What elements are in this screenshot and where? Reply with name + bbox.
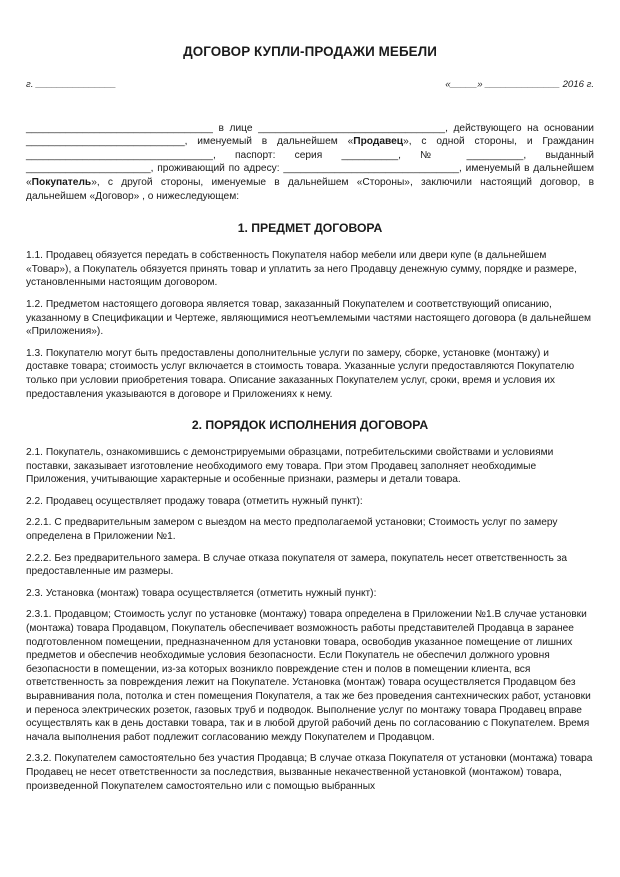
clause-2-1: 2.1. Покупатель, ознакомившись с демонстрируемыми образцами, потребительскими свойствами и условиями поставки, заказывает изготовление необходимого ему товара. При этом Продавец заполняет необходимые Приложения, учитывающие характерные и особенные признаки, размеры и детали товара. xyxy=(26,447,554,486)
preamble xyxy=(26,122,594,204)
buyer-label: Покупатель xyxy=(31,176,92,188)
section-heading-2: 2. ПОРЯДОК ИСПОЛНЕНИЯ ДОГОВОРА xyxy=(191,418,429,433)
section-heading-1: 1. ПРЕДМЕТ ДОГОВОРА xyxy=(237,221,383,236)
clause-2-2-2: 2.2.2. Без предварительного замера. В случае отказа покупателя от замера, покупатель несет ответственность за предоставленные им размеры. xyxy=(26,552,568,578)
document-title: ДОГОВОР КУПЛИ-ПРОДАЖИ МЕБЕЛИ xyxy=(183,44,437,59)
preamble-text-1: _________________________________ в лице _________________________________, действующего на основании ____________________________, именуемый в дальнейшем « xyxy=(26,122,594,148)
clause-2-3-2: 2.3.2. Покупателем самостоятельно без участия Продавца; В случае отказа Покупателя от установки (монтажа) товара Продавец не несет ответственности за последствия, вызванные некачественной установкой (монтажом) товара, произведенной Покупателем самостоятельно или с помощью выбранных xyxy=(26,753,593,792)
clause-1-3: 1.3. Покупателю могут быть предоставлены дополнительные услуги по замеру, сборке, установке (монтажу) и доставке товара; стоимость услуг включается в стоимость товара. Указанные услуги предоставляются Покупателю только при условии приобретения товара. Описание заказанных Покупателем услуг, сроки, время и условия их предоставления указываются в договоре и Приложениях к нему. xyxy=(26,347,575,400)
clause-1-1: 1.1. Продавец обязуется передать в собственность Покупателя набор мебели или двери купе (в дальнейшем «Товар»), а Покупатель обязуется принять товар и уплатить за него Продавцу денежную сумму, порядке и размере, установленными настоящим договором. xyxy=(26,250,577,289)
date-field: «_____» ______________ 2016 г. xyxy=(445,79,594,90)
clause-2-3: 2.3. Установка (монтаж) товара осуществляется (отметить нужный пункт): xyxy=(26,587,377,599)
preamble-text-3: », с другой стороны, именуемые в дальнейшем «Стороны», заключили настоящий договор, в дальнейшем «Договор» , о нижеследующем: xyxy=(26,176,594,202)
clause-1-2: 1.2. Предметом настоящего договора является товар, заказанный Покупателем и соответствующий описанию, указанному в Спецификации и Чертеже, являющимися неотъемлемыми частями настоящего договора (в дальнейшем «Приложения»). xyxy=(26,298,591,338)
seller-label: Продавец xyxy=(353,136,404,148)
preamble-text-2: », с одной стороны, и Гражданин _________________________________, паспорт: серия __________, № __________, выданный ______________________, проживающий по адресу: _______________________________, именуемый в дальнейшем « xyxy=(26,136,594,188)
clause-2-2-1: 2.2.1. С предварительным замером с выездом на место предполагаемой установки; Стоимость услуг по замеру определена в Приложении №1. xyxy=(26,517,558,543)
city-date-line xyxy=(26,78,594,92)
city-field: г. _______________ xyxy=(26,79,117,90)
clause-2-2: 2.2. Продавец осуществляет продажу товара (отметить нужный пункт): xyxy=(26,495,363,507)
clause-2-3-1: 2.3.1. Продавцом; Стоимость услуг по установке (монтажу) товара определена в Приложении №1.В случае установки (монтажа) товара Продавцом, Покупатель обеспечивает возможность работы представителей Продавца в заранее подготовленном помещении, предназначенном для установки товара, освободив указанное помещение от лишних предметов и обеспечив необходимые условия безопасности. Если Покупатель не обеспечил должного уровня безопасности в помещении, из-за которых возникло повреждение стен и полов в помещении клиента, вся ответственность за повреждения лежит на Покупателе. Установка (монтаж) товара осуществляется Продавцом без выравнивания пола, потолка и стен помещения Покупателя, а так же без проведения сантехнических работ, установки и переноса электрических розеток, газовых труб и подводок. Выполнение услуг по монтажу товара Продавец вправе осуществлять как в день доставки товара, так и в любой другой рабочий день по согласованию с Покупателем. Время начала выполнения работ подлежит согласованию между Покупателем и Продавцом. xyxy=(26,609,591,743)
